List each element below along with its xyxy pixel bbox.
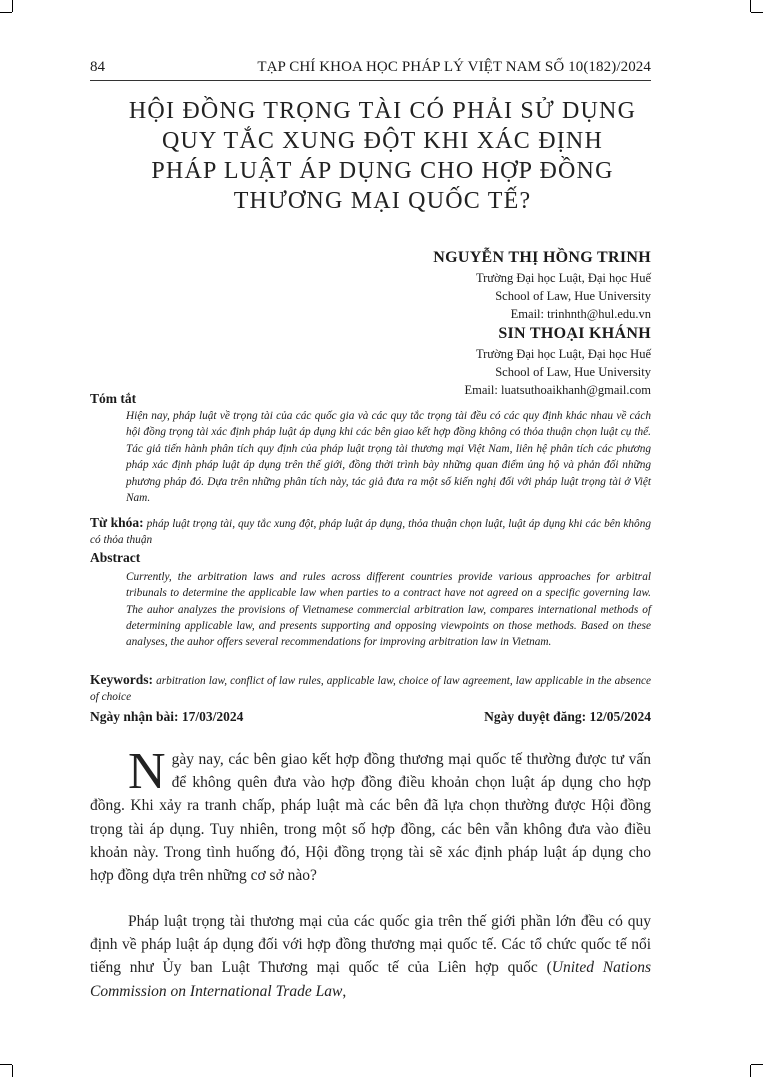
paragraph-text: ,	[342, 982, 347, 1000]
author-name: NGUYỄN THỊ HỒNG TRINH	[433, 249, 651, 266]
keywords-en-label: Keywords:	[90, 672, 153, 687]
title-line: THƯƠNG MẠI QUỐC TẾ?	[233, 188, 532, 214]
body-paragraph	[90, 743, 651, 887]
header-rule	[90, 80, 651, 81]
keywords-en	[90, 672, 651, 706]
title-line: PHÁP LUẬT ÁP DỤNG CHO HỢP ĐỒNG	[151, 158, 614, 184]
received-date: Ngày nhận bài: 17/03/2024	[90, 709, 244, 724]
accepted-date: Ngày duyệt đăng: 12/05/2024	[484, 709, 651, 724]
title-line: HỘI ĐỒNG TRỌNG TÀI CÓ PHẢI SỬ DỤNG	[128, 98, 637, 124]
running-header	[90, 59, 651, 81]
dates-row	[90, 709, 651, 727]
crop-mark-top-right-h	[751, 12, 763, 13]
author-affiliation-en: School of Law, Hue University	[495, 365, 651, 379]
author-affiliation: Trường Đại học Luật, Đại học Huế	[475, 347, 651, 361]
journal-title: TẠP CHÍ KHOA HỌC PHÁP LÝ VIỆT NAM SỐ 10(182)/2024	[257, 59, 651, 75]
crop-mark-bottom-left-v	[12, 1065, 13, 1077]
article-title	[60, 96, 705, 216]
crop-mark-top-left-h	[0, 12, 12, 13]
crop-mark-bottom-right-h	[751, 1064, 763, 1065]
author-name: SIN THOẠI KHÁNH	[498, 325, 651, 342]
summary-text: Hiện nay, pháp luật về trọng tài của các quốc gia và các quy tắc trọng tài đều có các quy định khác nhau về cách hội đồng trọng tài xác định pháp luật áp dụng khi các bên giao kết hợp đồng không có thỏa thuận chọn luật cụ thể. Tác giả tiến hành phân tích quy định của pháp luật trọng tài thương mại Việt Nam, liên hệ phân tích các phương pháp xác định pháp luật áp dụng trên thế giới, đồng thời trình bày những quan điểm ủng hộ và phản đối những phương pháp đó. Dựa trên những phân tích này, tác giả đưa ra một số kiến nghị đối với pháp luật trọng tài ở Việt Nam.	[126, 410, 651, 505]
author-block	[231, 247, 651, 399]
summary-label: Tóm tắt	[90, 391, 137, 406]
crop-mark-top-left-v	[12, 0, 13, 12]
author-affiliation: Trường Đại học Luật, Đại học Huế	[475, 271, 651, 285]
crop-mark-bottom-left-h	[0, 1064, 12, 1065]
author-email: Email: trinhnth@hul.edu.vn	[510, 307, 651, 321]
keywords-vi-label: Từ khóa:	[90, 515, 144, 530]
paragraph-text: gày nay, các bên giao kết hợp đồng thương mại quốc tế thường được tư vấn để không quên đưa vào hợp đồng điều khoản chọn luật áp dụng cho hợp đồng. Khi xảy ra tranh chấp, pháp luật mà các bên đã lựa chọn thường được Hội đồng trọng tài áp dụng. Tuy nhiên, trong một số hợp đồng, các bên vẫn không đưa vào điều khoản này. Trong tình huống đó, Hội đồng trọng tài sẽ xác định pháp luật áp dụng cho hợp đồng dựa trên những cơ sở nào?	[90, 751, 651, 885]
body-paragraph	[90, 910, 651, 1003]
drop-cap: N	[128, 743, 166, 800]
crop-mark-top-right-v	[750, 0, 751, 12]
keywords-vi	[90, 515, 651, 549]
author-affiliation-en: School of Law, Hue University	[495, 289, 651, 303]
paragraph-text: Pháp luật trọng tài thương mại của các quốc gia trên thế giới phần lớn đều có quy định về pháp luật áp dụng đối với hợp đồng thương mại quốc tế. Các tổ chức quốc tế nổi tiếng như Ủy ban Luật Thương mại quốc tế của Liên hợp quốc (	[90, 913, 651, 977]
author-email: Email: luatsuthoaikhanh@gmail.com	[464, 383, 651, 397]
paragraph-italic-text: United Nations Commission on International Trade Law	[90, 959, 652, 1000]
crop-mark-bottom-right-v	[750, 1065, 751, 1077]
page-number: 84	[90, 59, 105, 75]
title-line: QUY TẮC XUNG ĐỘT KHI XÁC ĐỊNH	[161, 128, 603, 154]
abstract-label: Abstract	[90, 550, 141, 565]
abstract-text: Currently, the arbitration laws and rules across different countries provide various approaches for arbitral tribunals to determine the applicable law when parties to a contract have not agreed on a specific governing law. The auhor analyzes the provisions of Vietnamese commercial arbitration law, compares international methods of determining applicable law, and presents supporting and opposing viewpoints on those methods. Based on these analyses, the auhor offers several recommendations for improving arbitration law in Vietnam.	[126, 571, 651, 649]
keywords-vi-text: pháp luật trọng tài, quy tắc xung đột, pháp luật áp dụng, thỏa thuận chọn luật, luật áp dụng khi các bên không có thỏa thuận	[90, 518, 652, 547]
keywords-en-text: arbitration law, conflict of law rules, applicable law, choice of law agreement, law applicable in the absence of choice	[90, 675, 651, 704]
